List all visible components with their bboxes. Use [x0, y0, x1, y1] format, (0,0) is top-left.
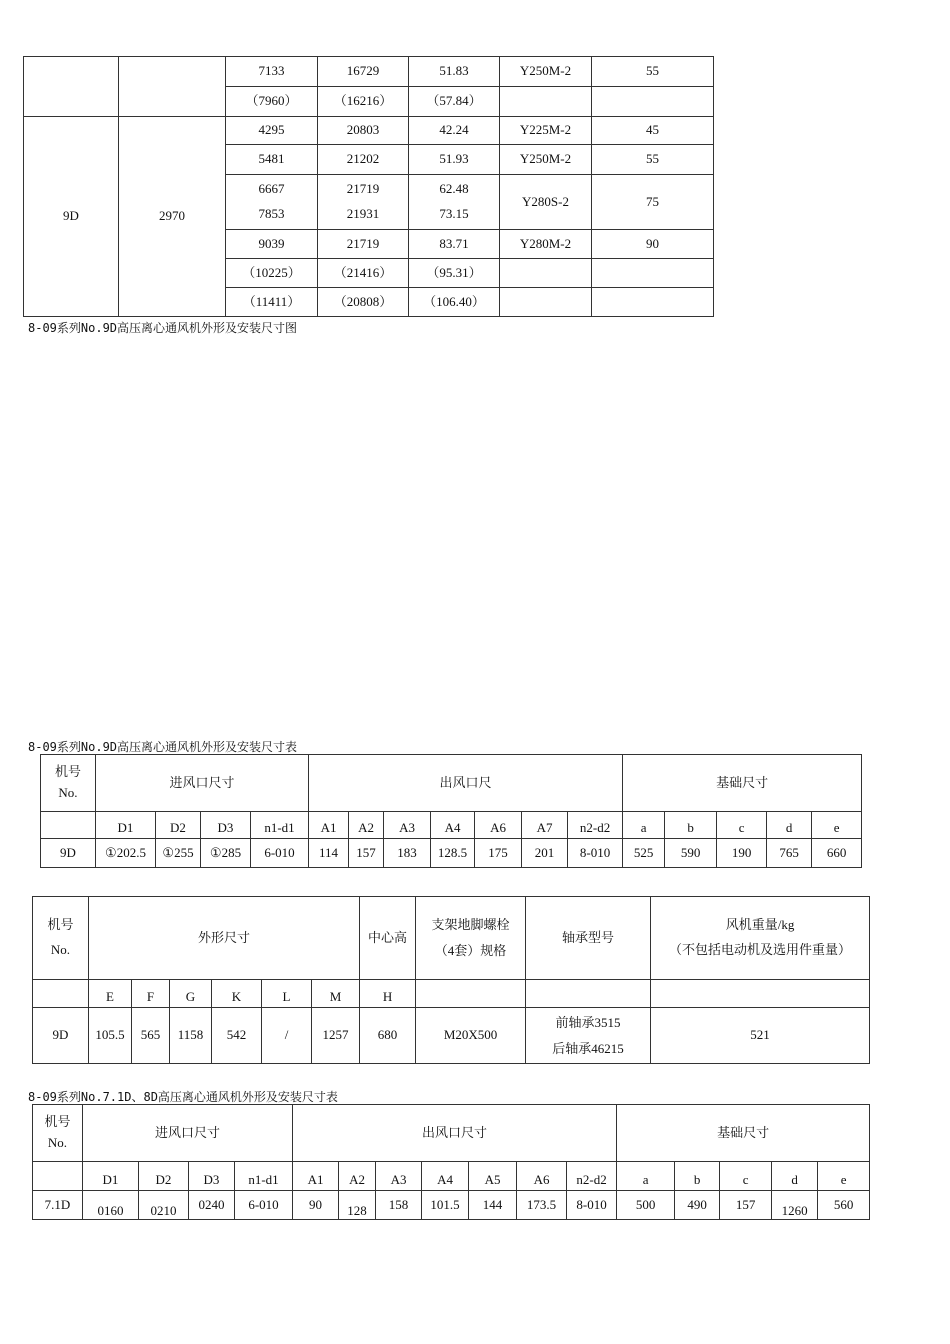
- data-cell: 0160: [83, 1191, 139, 1220]
- speed-cell: 2970: [119, 117, 226, 317]
- motor-cell: Y250M-2: [500, 57, 592, 87]
- data-cell: 90: [293, 1191, 339, 1220]
- pressure-cell: （20808）: [318, 288, 409, 317]
- header-base: 基础尺寸: [617, 1105, 870, 1162]
- subheader-cell: b: [665, 812, 717, 839]
- flow-cell: （7960）: [226, 87, 318, 117]
- header-bearing: 轴承型号: [526, 897, 651, 980]
- power-cell: 51.93: [409, 145, 500, 175]
- subheader-row: [41, 812, 862, 839]
- flow-cell: 5481: [226, 145, 318, 175]
- subheader-cell: D3: [201, 812, 251, 839]
- subheader-cell: H: [360, 980, 416, 1008]
- flow-cell: （10225）: [226, 259, 318, 288]
- subheader-cell: n2-d2: [567, 1162, 617, 1191]
- weight-cell: 521: [651, 1008, 870, 1064]
- header-machine-no: 机号 No.: [41, 755, 96, 812]
- subheader-cell: F: [132, 980, 170, 1008]
- data-cell: 114: [309, 839, 349, 868]
- subheader-cell: [416, 980, 526, 1008]
- kw-cell: 45: [592, 117, 714, 145]
- data-cell: 158: [376, 1191, 422, 1220]
- flow-cell: （11411）: [226, 288, 318, 317]
- data-cell: /: [262, 1008, 312, 1064]
- data-cell: 565: [132, 1008, 170, 1064]
- motor-cell: Y280S-2: [500, 175, 592, 230]
- pressure-cell: 20803: [318, 117, 409, 145]
- header-base: 基础尺寸: [623, 755, 862, 812]
- subheader-cell: a: [617, 1162, 675, 1191]
- subheader-cell: d: [767, 812, 812, 839]
- subheader-cell: M: [312, 980, 360, 1008]
- header-outline: 外形尺寸: [89, 897, 360, 980]
- data-cell: 105.5: [89, 1008, 132, 1064]
- table-caption: 8-09系列No.9D高压离心通风机外形及安装尺寸表: [28, 740, 298, 754]
- subheader-cell: D2: [156, 812, 201, 839]
- data-cell: 157: [349, 839, 384, 868]
- subheader-row: [33, 1162, 870, 1191]
- table-row: [24, 57, 714, 87]
- data-cell: 101.5: [422, 1191, 469, 1220]
- header-machine-no: 机号 No.: [33, 1105, 83, 1162]
- data-cell: 1260: [772, 1191, 818, 1220]
- subheader-cell: A3: [376, 1162, 422, 1191]
- data-cell: 6-010: [235, 1191, 293, 1220]
- subheader-cell: c: [720, 1162, 772, 1191]
- data-cell: 128: [339, 1191, 376, 1220]
- data-cell: 183: [384, 839, 431, 868]
- subheader-cell: K: [212, 980, 262, 1008]
- pressure-cell: [318, 175, 409, 230]
- kw-cell: [592, 288, 714, 317]
- pressure-cell: 21719: [318, 230, 409, 259]
- subheader-cell: [41, 812, 96, 839]
- subheader-cell: n2-d2: [568, 812, 623, 839]
- header-inlet: 进风口尺寸: [96, 755, 309, 812]
- dimension-table-9d: [40, 754, 862, 868]
- subheader-cell: A6: [517, 1162, 567, 1191]
- motor-cell: Y250M-2: [500, 145, 592, 175]
- kw-cell: 75: [592, 175, 714, 230]
- header-row: [33, 1105, 870, 1162]
- data-cell: M20X500: [416, 1008, 526, 1064]
- data-cell: ①255: [156, 839, 201, 868]
- subheader-cell: c: [717, 812, 767, 839]
- data-cell: 173.5: [517, 1191, 567, 1220]
- data-cell: 0240: [189, 1191, 235, 1220]
- rear-bearing: 后轴承46215: [552, 1040, 624, 1056]
- power-cell: （95.31）: [409, 259, 500, 288]
- table-row: [33, 1191, 870, 1220]
- data-cell: 128.5: [431, 839, 475, 868]
- dimension-table-7-1d: [32, 1104, 870, 1220]
- pressure-cell: 21202: [318, 145, 409, 175]
- power-cell: [409, 175, 500, 230]
- table-row: [24, 117, 714, 145]
- subheader-cell: A7: [522, 812, 568, 839]
- model-cell: [24, 57, 119, 117]
- data-cell: 8-010: [567, 1191, 617, 1220]
- power-value: 73.15: [439, 206, 469, 221]
- subheader-cell: A2: [349, 812, 384, 839]
- anchor-bolt-line1: 支架地脚螺栓: [431, 917, 510, 932]
- power-cell: 42.24: [409, 117, 500, 145]
- motor-cell: Y225M-2: [500, 117, 592, 145]
- flow-cell: 7133: [226, 57, 318, 87]
- data-cell: 6-010: [251, 839, 309, 868]
- subheader-cell: E: [89, 980, 132, 1008]
- data-cell: 8-010: [568, 839, 623, 868]
- motor-cell: Y280M-2: [500, 230, 592, 259]
- header-row: [41, 755, 862, 812]
- data-cell: 190: [717, 839, 767, 868]
- pressure-cell: （16216）: [318, 87, 409, 117]
- motor-cell: [500, 288, 592, 317]
- data-cell: 144: [469, 1191, 517, 1220]
- bearing-cell: [526, 1008, 651, 1064]
- anchor-bolt-line2: （4套）规格: [434, 943, 507, 958]
- weight-line2: （不包括电动机及选用件重量）: [669, 942, 852, 957]
- subheader-cell: d: [772, 1162, 818, 1191]
- data-cell: ①285: [201, 839, 251, 868]
- flow-cell: [226, 175, 318, 230]
- header-inlet: 进风口尺寸: [83, 1105, 293, 1162]
- kw-cell: [592, 87, 714, 117]
- subheader-cell: A3: [384, 812, 431, 839]
- kw-cell: [592, 259, 714, 288]
- subheader-cell: A5: [469, 1162, 517, 1191]
- outline-table-9d: [32, 896, 870, 1064]
- performance-table: [23, 56, 714, 317]
- subheader-cell: A1: [293, 1162, 339, 1191]
- data-cell: ①202.5: [96, 839, 156, 868]
- data-cell: 590: [665, 839, 717, 868]
- subheader-row: [33, 980, 870, 1008]
- subheader-cell: a: [623, 812, 665, 839]
- subheader-cell: [526, 980, 651, 1008]
- flow-value: 6667: [258, 181, 285, 197]
- header-weight: [651, 897, 870, 980]
- power-cell: （106.40）: [409, 288, 500, 317]
- data-cell: 7.1D: [33, 1191, 83, 1220]
- data-cell: 542: [212, 1008, 262, 1064]
- model-cell: 9D: [24, 117, 119, 317]
- motor-cell: [500, 87, 592, 117]
- data-cell: 9D: [33, 1008, 89, 1064]
- data-cell: 9D: [41, 839, 96, 868]
- subheader-cell: [33, 980, 89, 1008]
- table-row: [41, 839, 862, 868]
- data-cell: 500: [617, 1191, 675, 1220]
- data-cell: 175: [475, 839, 522, 868]
- header-outlet: 出风口尺寸: [293, 1105, 617, 1162]
- weight-line1: 风机重量/kg: [725, 917, 795, 933]
- header-row: [33, 897, 870, 980]
- kw-cell: 90: [592, 230, 714, 259]
- flow-cell: 4295: [226, 117, 318, 145]
- subheader-cell: D1: [96, 812, 156, 839]
- data-cell: 157: [720, 1191, 772, 1220]
- header-machine-no: 机号 No.: [33, 897, 89, 980]
- subheader-cell: [651, 980, 870, 1008]
- subheader-cell: A4: [422, 1162, 469, 1191]
- front-bearing: 前轴承3515: [555, 1014, 621, 1030]
- subheader-cell: A6: [475, 812, 522, 839]
- data-cell: 525: [623, 839, 665, 868]
- subheader-cell: D1: [83, 1162, 139, 1191]
- power-cell: 51.83: [409, 57, 500, 87]
- power-cell: 83.71: [409, 230, 500, 259]
- kw-cell: 55: [592, 145, 714, 175]
- header-center-height: 中心高: [360, 897, 416, 980]
- subheader-cell: n1-d1: [251, 812, 309, 839]
- subheader-cell: e: [818, 1162, 870, 1191]
- subheader-cell: G: [170, 980, 212, 1008]
- subheader-cell: n1-d1: [235, 1162, 293, 1191]
- subheader-cell: A2: [339, 1162, 376, 1191]
- data-cell: 0210: [139, 1191, 189, 1220]
- table-row: [33, 1008, 870, 1064]
- subheader-cell: e: [812, 812, 862, 839]
- subheader-cell: [33, 1162, 83, 1191]
- speed-cell: [119, 57, 226, 117]
- data-cell: 490: [675, 1191, 720, 1220]
- subheader-cell: D3: [189, 1162, 235, 1191]
- data-cell: 660: [812, 839, 862, 868]
- flow-value: 7853: [258, 206, 285, 221]
- pressure-value: 21719: [346, 181, 380, 197]
- data-cell: 1158: [170, 1008, 212, 1064]
- table-caption: 8-09系列No.7.1D、8D高压离心通风机外形及安装尺寸表: [28, 1090, 338, 1104]
- pressure-cell: （21416）: [318, 259, 409, 288]
- flow-cell: 9039: [226, 230, 318, 259]
- data-cell: 680: [360, 1008, 416, 1064]
- data-cell: 765: [767, 839, 812, 868]
- power-cell: （57.84）: [409, 87, 500, 117]
- subheader-cell: b: [675, 1162, 720, 1191]
- kw-cell: 55: [592, 57, 714, 87]
- subheader-cell: A4: [431, 812, 475, 839]
- subheader-cell: L: [262, 980, 312, 1008]
- data-cell: 560: [818, 1191, 870, 1220]
- pressure-cell: 16729: [318, 57, 409, 87]
- figure-caption: 8-09系列No.9D高压离心通风机外形及安装尺寸图: [28, 321, 298, 335]
- header-anchor-bolt: [416, 897, 526, 980]
- data-cell: 1257: [312, 1008, 360, 1064]
- header-outlet: 出风口尺: [309, 755, 623, 812]
- subheader-cell: A1: [309, 812, 349, 839]
- motor-cell: [500, 259, 592, 288]
- subheader-cell: D2: [139, 1162, 189, 1191]
- pressure-value: 21931: [346, 206, 380, 221]
- data-cell: 201: [522, 839, 568, 868]
- power-value: 62.48: [439, 181, 469, 197]
